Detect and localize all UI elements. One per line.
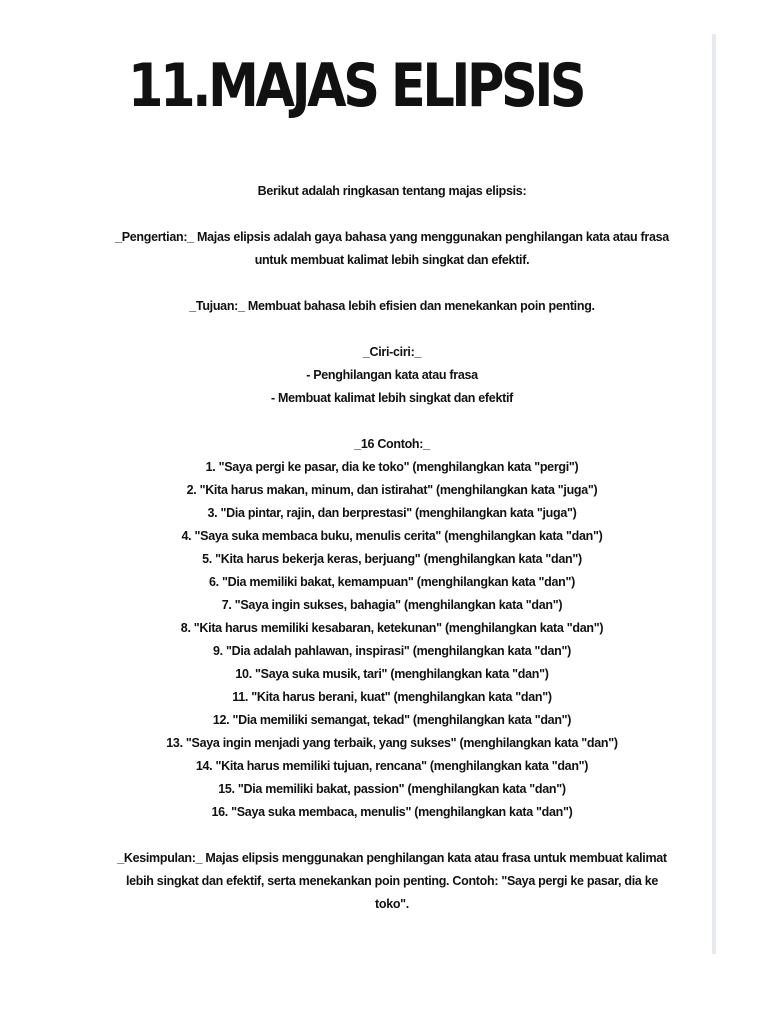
sheet-edge	[712, 34, 716, 954]
kesimpulan-line-1: Majas elipsis menggunakan penghilangan kata atau frasa untuk membuat kalimat	[202, 851, 667, 865]
contoh-item: 7. "Saya ingin sukses, bahagia" (menghilangkan kata "dan")	[221, 598, 563, 612]
kesimpulan-line-3: toko".	[375, 897, 409, 911]
pengertian-line-2: untuk membuat kalimat lebih singkat dan efektif.	[254, 253, 530, 267]
kesimpulan-line-2: lebih singkat dan efektif, serta menekankan poin penting. Contoh: "Saya pergi ke pasar, dia ke	[125, 874, 659, 888]
contoh-label: _16 Contoh:_	[354, 437, 430, 451]
kesimpulan-paragraph	[72, 847, 712, 870]
kesimpulan-label: _Kesimpulan:_	[117, 851, 203, 865]
tujuan-label: _Tujuan:_	[189, 299, 245, 313]
contoh-item: 3. "Dia pintar, rajin, dan berprestasi" (menghilangkan kata "juga")	[207, 506, 577, 520]
contoh-item: 16. "Saya suka membaca, menulis" (menghilangkan kata "dan")	[211, 805, 573, 819]
contoh-item: 9. "Dia adalah pahlawan, inspirasi" (menghilangkan kata "dan")	[213, 644, 571, 658]
contoh-item: 8. "Kita harus memiliki kesabaran, ketekunan" (menghilangkan kata "dan")	[180, 621, 604, 635]
ciri-item: - Penghilangan kata atau frasa	[306, 368, 478, 382]
document-body	[72, 180, 712, 916]
contoh-item: 2. "Kita harus makan, minum, dan istirahat" (menghilangkan kata "juga")	[186, 483, 598, 497]
contoh-item: 12. "Dia memiliki semangat, tekad" (menghilangkan kata "dan")	[212, 713, 572, 727]
pengertian-label: _Pengertian:_	[115, 230, 194, 244]
pengertian-paragraph	[72, 226, 712, 249]
contoh-item: 15. "Dia memiliki bakat, passion" (menghilangkan kata "dan")	[218, 782, 566, 796]
tujuan-text: Membuat bahasa lebih efisien dan menekankan poin penting.	[244, 299, 595, 313]
contoh-item: 4. "Saya suka membaca buku, menulis cerita" (menghilangkan kata "dan")	[181, 529, 603, 543]
ciri-label: _Ciri-ciri:_	[362, 345, 422, 359]
page-title: 11.MAJAS ELIPSIS	[128, 51, 584, 121]
tujuan-paragraph	[72, 295, 712, 318]
contoh-item: 14. "Kita harus memiliki tujuan, rencana" (menghilangkan kata "dan")	[195, 759, 589, 773]
contoh-item: 6. "Dia memiliki bakat, kemampuan" (menghilangkan kata "dan")	[209, 575, 575, 589]
contoh-item: 5. "Kita harus bekerja keras, berjuang" (menghilangkan kata "dan")	[202, 552, 582, 566]
ciri-item: - Membuat kalimat lebih singkat dan efektif	[270, 391, 513, 405]
intro-text: Berikut adalah ringkasan tentang majas elipsis:	[257, 184, 527, 198]
contoh-item: 10. "Saya suka musik, tari" (menghilangkan kata "dan")	[235, 667, 549, 681]
pengertian-line-1: Majas elipsis adalah gaya bahasa yang menggunakan penghilangan kata atau frasa	[193, 230, 669, 244]
contoh-item: 13. "Saya ingin menjadi yang terbaik, yang sukses" (menghilangkan kata "dan")	[166, 736, 618, 750]
contoh-item: 1. "Saya pergi ke pasar, dia ke toko" (menghilangkan kata "pergi")	[205, 460, 579, 474]
contoh-item: 11. "Kita harus berani, kuat" (menghilangkan kata "dan")	[232, 690, 552, 704]
